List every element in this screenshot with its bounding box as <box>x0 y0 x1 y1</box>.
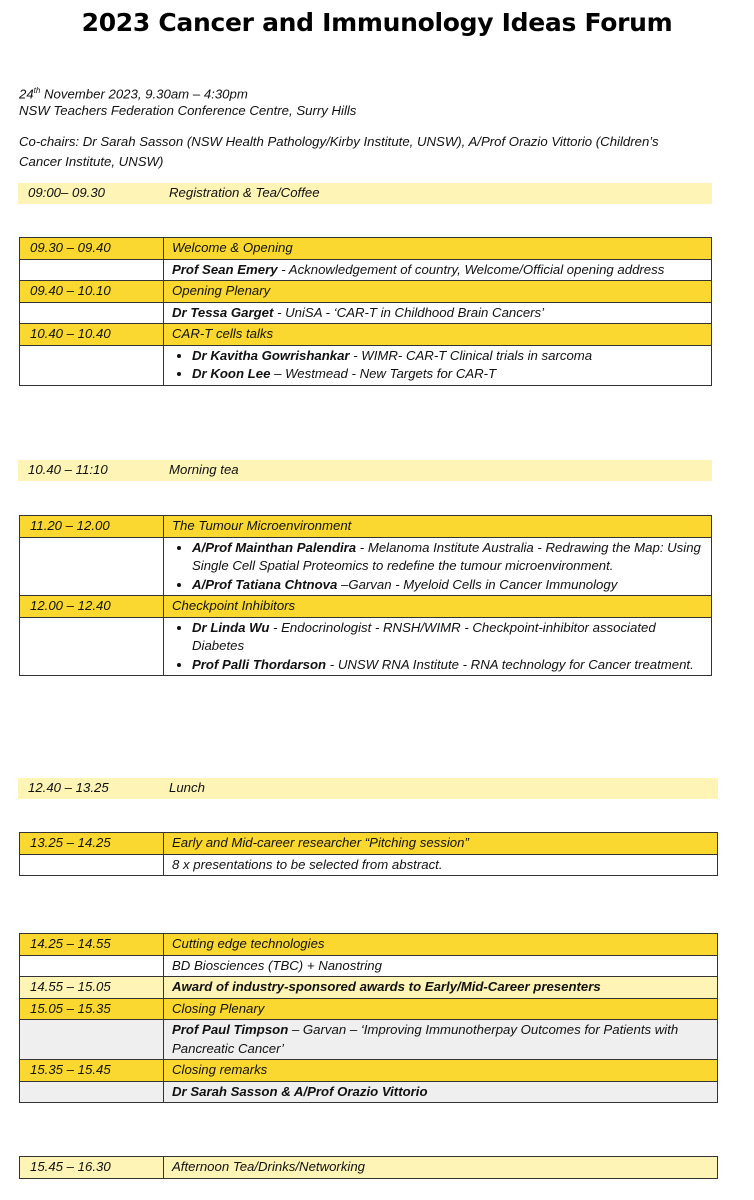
welcome-time: 09.30 – 09.40 <box>20 238 164 260</box>
welcome-detail-row <box>20 259 712 281</box>
afternoon-tea-label: Afternoon Tea/Drinks/Networking <box>164 1157 718 1179</box>
cochairs-line-2: Cancer Institute, UNSW) <box>19 154 164 169</box>
closing-plenary-time: 15.05 – 15.35 <box>20 998 164 1020</box>
pitch-detail: 8 x presentations to be selected from abstract. <box>164 854 718 876</box>
list-item <box>192 576 705 595</box>
checkpoint-time: 12.00 – 12.40 <box>20 596 164 618</box>
afternoon-tea-time: 15.45 – 16.30 <box>20 1157 164 1179</box>
date-rest: November 2023, 9.30am – 4:30pm <box>40 86 248 102</box>
closing-remarks-detail-row <box>20 1081 718 1103</box>
plenary-detail-text: - UniSA - ‘CAR-T in Childhood Brain Cancers’ <box>273 304 545 320</box>
awards-label: Award of industry-sponsored awards to Early/Mid-Career presenters <box>164 977 718 999</box>
morning-tea-row <box>18 460 712 481</box>
talk-detail: – Westmead - New Targets for CAR-T <box>270 366 497 381</box>
plenary-label: Opening Plenary <box>164 281 712 303</box>
cart-row <box>20 324 712 346</box>
pitch-row <box>20 833 718 855</box>
closing-plenary-speaker: Prof Paul Timpson <box>172 1022 289 1037</box>
talk-detail: - Melanoma Institute Australia - Redrawing the Map: Using Single Cell Spatial Proteomics to redefine the tumour microenvironment. <box>192 539 701 573</box>
talk-detail: - Endocrinologist - RNSH/WIMR - Checkpoint-inhibitor associated Diabetes <box>192 619 656 653</box>
afternoon-session-table <box>19 933 718 1103</box>
closing-plenary-detail-row <box>20 1020 718 1060</box>
closing-remarks-detail: Dr Sarah Sasson & A/Prof Orazio Vittorio <box>164 1081 718 1103</box>
registration-label: Registration & Tea/Coffee <box>161 183 712 204</box>
cutting-detail: BD Biosciences (TBC) + Nanostring <box>164 955 718 977</box>
closing-remarks-label: Closing remarks <box>164 1060 718 1082</box>
closing-plenary-detail-text: – Garvan – ‘Improving Immunotherpay Outcomes for Patients with Pancreatic Cancer’ <box>172 1022 679 1056</box>
list-item <box>192 347 705 366</box>
plenary-detail-row <box>20 302 712 324</box>
date-day: 24 <box>19 86 34 102</box>
event-venue: NSW Teachers Federation Conference Centre, Surry Hills <box>19 103 357 118</box>
tme-talks-list <box>172 539 705 595</box>
closing-plenary-label: Closing Plenary <box>164 998 718 1020</box>
welcome-detail-text: - Acknowledgement of country, Welcome/Official opening address <box>277 261 665 277</box>
pitch-detail-row <box>20 854 718 876</box>
speaker-name: A/Prof Tatiana Chtnova <box>192 576 338 592</box>
speaker-name: Dr Linda Wu <box>192 619 270 635</box>
morning-tea-time: 10.40 – 11:10 <box>18 460 161 481</box>
afternoon-tea-row <box>20 1157 718 1179</box>
lunch-row <box>18 778 718 799</box>
lunch-time: 12.40 – 13.25 <box>18 778 161 799</box>
tme-row <box>20 516 712 538</box>
checkpoint-talks-list <box>172 619 705 675</box>
midday-session-table <box>19 515 712 676</box>
pitch-time: 13.25 – 14.25 <box>20 833 164 855</box>
welcome-row <box>20 238 712 260</box>
speaker-name: Prof Palli Thordarson <box>192 656 327 672</box>
closing-remarks-time: 15.35 – 15.45 <box>20 1060 164 1082</box>
registration-time: 09:00– 09.30 <box>18 183 161 204</box>
lunch-label: Lunch <box>161 778 718 799</box>
welcome-label: Welcome & Opening <box>164 238 712 260</box>
speaker-name: A/Prof Mainthan Palendira <box>192 539 357 555</box>
closing-remarks-row <box>20 1060 718 1082</box>
lunch-block <box>18 778 718 799</box>
tme-label: The Tumour Microenvironment <box>164 516 712 538</box>
registration-block <box>18 183 712 204</box>
cochairs-line-1: Co-chairs: Dr Sarah Sasson (NSW Health Pathology/Kirby Institute, UNSW), A/Prof Orazio Vittorio (Children’s <box>19 134 659 149</box>
afternoon-tea-table <box>19 1156 718 1179</box>
plenary-speaker: Dr Tessa Garget <box>172 304 274 320</box>
list-item <box>192 539 705 576</box>
list-item <box>192 619 705 656</box>
welcome-detail <box>164 259 712 281</box>
talk-detail: - UNSW RNA Institute - RNA technology for Cancer treatment. <box>326 656 694 672</box>
checkpoint-row <box>20 596 712 618</box>
page-title: 2023 Cancer and Immunology Ideas Forum <box>81 8 673 37</box>
plenary-detail <box>164 302 712 324</box>
talk-detail: - WIMR- CAR-T Clinical trials in sarcoma <box>349 347 593 363</box>
checkpoint-detail-row <box>20 617 712 676</box>
talk-detail: –Garvan - Myeloid Cells in Cancer Immunology <box>337 576 618 592</box>
pitch-label: Early and Mid-career researcher “Pitching session” <box>164 833 718 855</box>
registration-row <box>18 183 712 204</box>
list-item <box>192 365 705 384</box>
speaker-name: Dr Koon Lee <box>192 366 271 381</box>
morning-tea-label: Morning tea <box>161 460 712 481</box>
cutting-detail-row <box>20 955 718 977</box>
closing-plenary-row <box>20 998 718 1020</box>
plenary-time: 09.40 – 10.10 <box>20 281 164 303</box>
cutting-time: 14.25 – 14.55 <box>20 934 164 956</box>
tme-time: 11.20 – 12.00 <box>20 516 164 538</box>
morning-session-table <box>19 237 712 386</box>
event-date <box>19 82 248 103</box>
cart-label: CAR-T cells talks <box>164 324 712 346</box>
awards-time: 14.55 – 15.05 <box>20 977 164 999</box>
list-item <box>192 656 705 675</box>
cutting-label: Cutting edge technologies <box>164 934 718 956</box>
welcome-speaker: Prof Sean Emery <box>172 261 278 277</box>
speaker-name: Dr Kavitha Gowrishankar <box>192 347 350 363</box>
cart-talks-list <box>172 347 705 384</box>
cart-time: 10.40 – 10.40 <box>20 324 164 346</box>
plenary-row <box>20 281 712 303</box>
pitching-session-table <box>19 832 718 876</box>
checkpoint-label: Checkpoint Inhibitors <box>164 596 712 618</box>
cutting-row <box>20 934 718 956</box>
morning-tea-block <box>18 460 712 481</box>
tme-detail-row <box>20 537 712 596</box>
closing-plenary-detail <box>164 1020 718 1060</box>
awards-row <box>20 977 718 999</box>
cart-detail-row <box>20 345 712 385</box>
date-suffix: th <box>33 86 41 95</box>
